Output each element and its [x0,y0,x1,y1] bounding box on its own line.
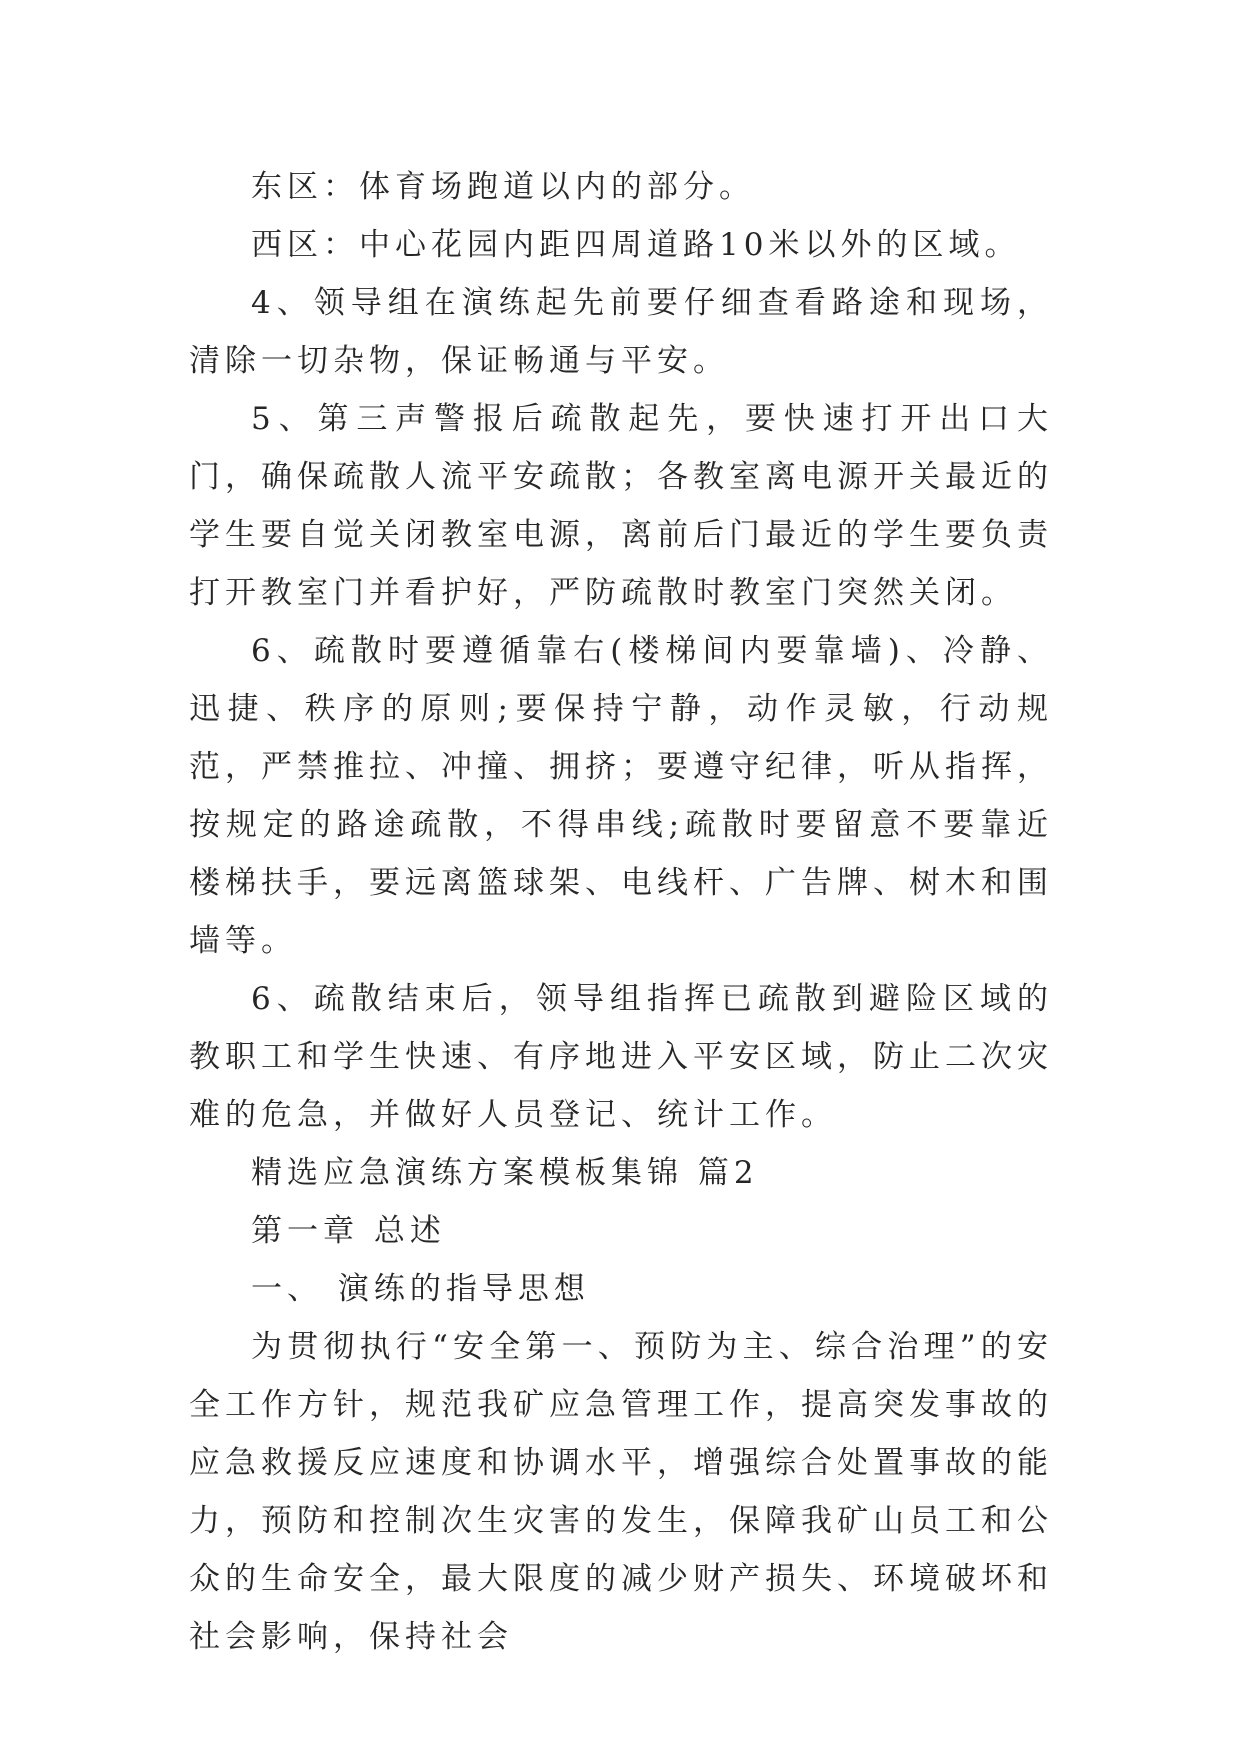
section-title: 精选应急演练方案模板集锦 篇2 [251,1155,759,1191]
paragraph-item-6-evacuation: 6、疏散时要遵循靠右(楼梯间内要靠墙)、冷静、迅捷、秩序的原则;要保持宁静，动作灵敏，行动规范，严禁推拉、冲撞、拥挤；要遵守纪律，听从指挥，按规定的路途疏散，不得串线;疏散时要留意不要靠近楼梯扶手，要远离篮球架、电线杆、广告牌、树木和围墙等。 [189,633,1053,959]
paragraph-item-4: 4、领导组在演练起先前要仔细查看路途和现场，清除一切杂物，保证畅通与平安。 [189,285,1053,379]
paragraph-west-zone: 西区：中心花园内距四周道路10米以外的区域。 [251,227,1021,263]
paragraph-guiding-idea: 为贯彻执行“安全第一、预防为主、综合治理”的安全工作方针，规范我矿应急管理工作，提高突发事故的应急救援反应速度和协调水平，增强综合处置事故的能力，预防和控制次生灾害的发生，保障我矿山员工和公众的生命安全，最大限度的减少财产损失、环境破坏和社会影响，保持社会 [189,1329,1053,1655]
chapter-heading: 第一章 总述 [251,1213,446,1249]
document-body [189,158,1053,1666]
subsection-heading: 一、 演练的指导思想 [251,1271,590,1307]
paragraph-item-5: 5、第三声警报后疏散起先，要快速打开出口大门，确保疏散人流平安疏散；各教室离电源开关最近的学生要自觉关闭教室电源，离前后门最近的学生要负责打开教室门并看护好，严防疏散时教室门突然关闭。 [189,401,1053,611]
paragraph-east-zone: 东区：体育场跑道以内的部分。 [251,169,755,205]
paragraph-item-6-after: 6、疏散结束后，领导组指挥已疏散到避险区域的教职工和学生快速、有序地进入平安区域，防止二次灾难的危急，并做好人员登记、统计工作。 [189,981,1053,1133]
